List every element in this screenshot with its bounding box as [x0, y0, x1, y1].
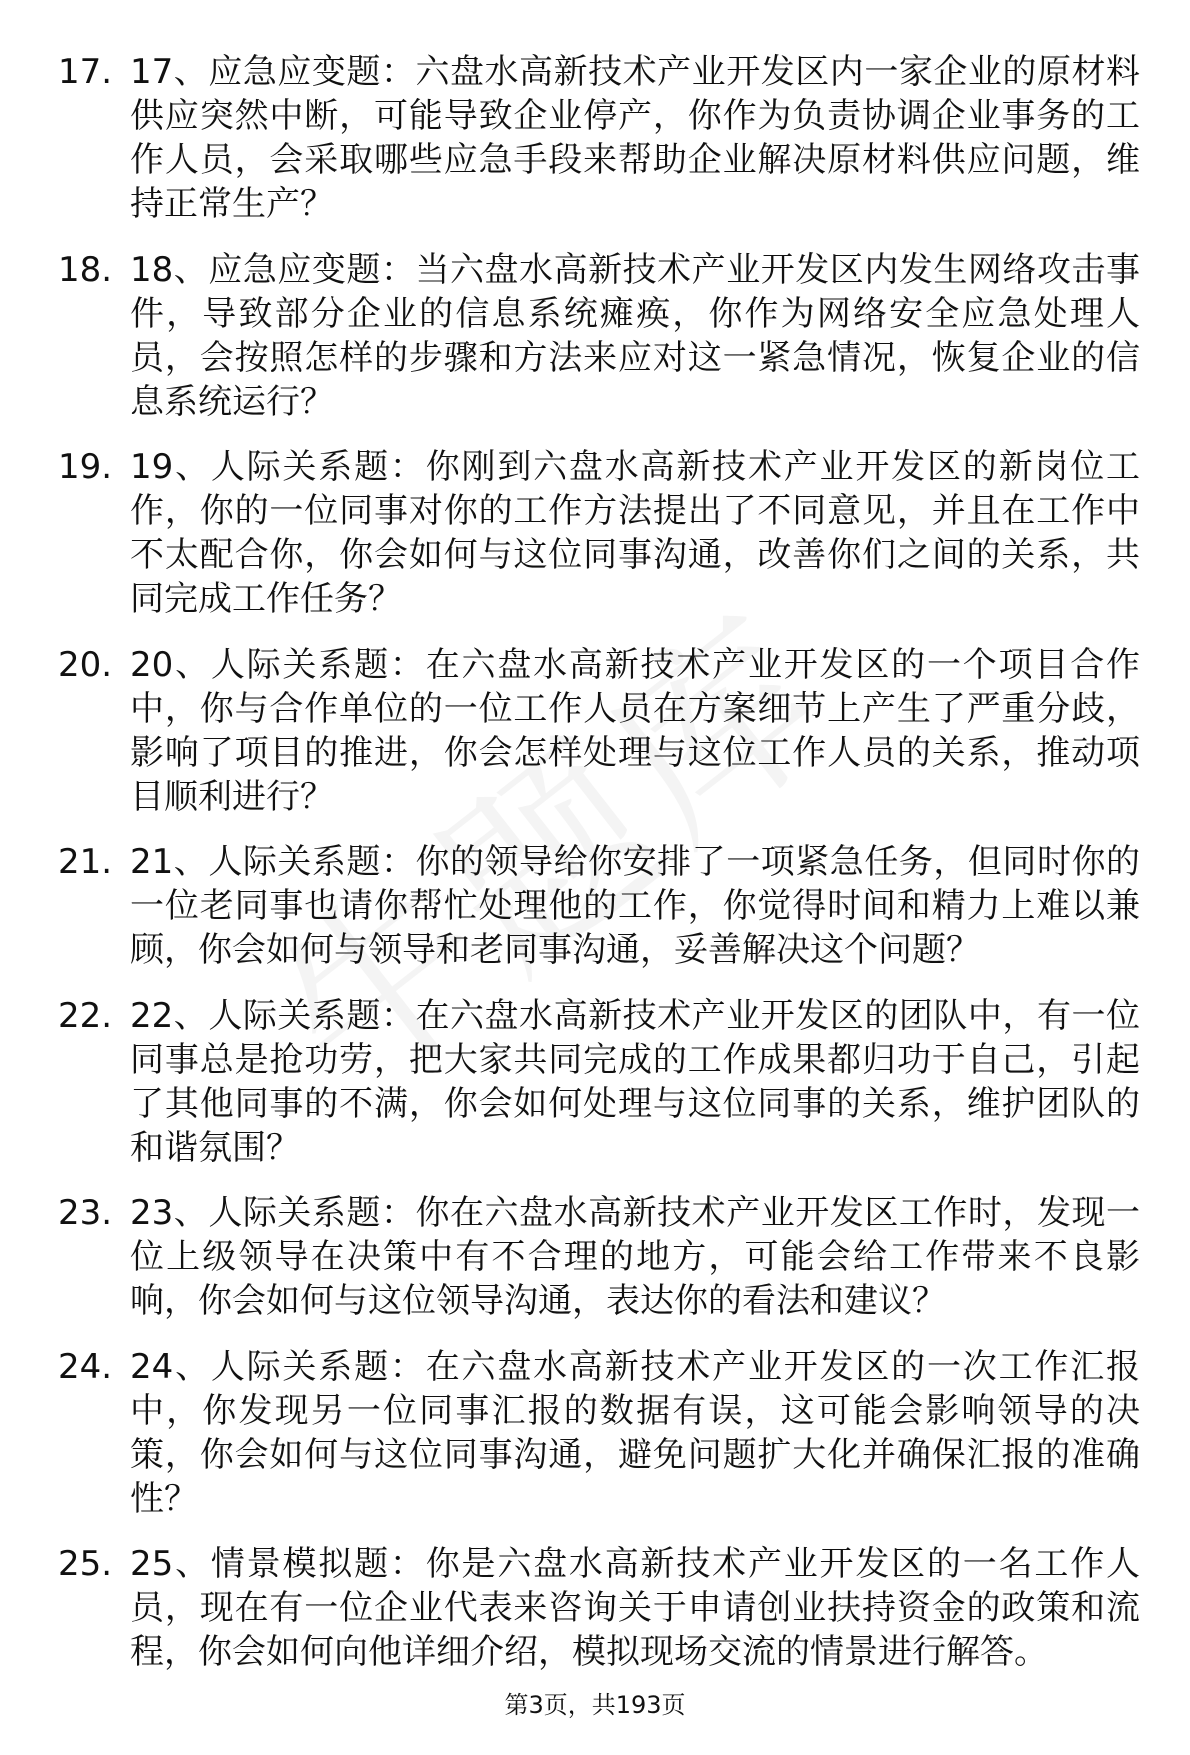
question-number: 24. — [58, 1346, 113, 1387]
question-text: 18、应急应变题：当六盘水高新技术产业开发区内发生网络攻击事件，导致部分企业的信息系统瘫痪，你作为网络安全应急处理人员，会按照怎样的步骤和方法来应对这一紧急情况，恢复企业的信息系统运行？ — [130, 249, 1140, 422]
list-item — [58, 445, 1158, 621]
question-text: 20、人际关系题：在六盘水高新技术产业开发区的一个项目合作中，你与合作单位的一位工作人员在方案细节上产生了严重分歧，影响了项目的推进，你会怎样处理与这位工作人员的关系，推动项目顺利进行？ — [130, 644, 1140, 817]
question-number: 22. — [58, 995, 113, 1036]
list-item — [58, 840, 1158, 972]
question-number: 21. — [58, 842, 113, 882]
question-list — [58, 50, 1158, 1696]
page-footer: 第3页，共193页 — [504, 1691, 686, 1719]
list-item — [58, 248, 1158, 424]
list-item — [58, 1542, 1158, 1674]
list-item — [58, 994, 1158, 1170]
question-text: 25、情景模拟题：你是六盘水高新技术产业开发区的一名工作人员，现在有一位企业代表来咨询关于申请创业扶持资金的政策和流程，你会如何向他详细介绍，模拟现场交流的情景进行解答。 — [130, 1544, 1140, 1672]
list-item — [58, 643, 1158, 819]
list-item — [58, 1345, 1158, 1521]
question-text: 24、人际关系题：在六盘水高新技术产业开发区的一次工作汇报中，你发现另一位同事汇报的数据有误，这可能会影响领导的决策，你会如何与这位同事沟通，避免问题扩大化并确保汇报的准确性？ — [130, 1346, 1140, 1519]
question-number: 23. — [58, 1193, 113, 1233]
question-number: 18. — [58, 249, 113, 290]
question-text: 19、人际关系题：你刚到六盘水高新技术产业开发区的新岗位工作，你的一位同事对你的工作方法提出了不同意见，并且在工作中不太配合你，你会如何与这位同事沟通，改善你们之间的关系，共同完成工作任务？ — [130, 447, 1140, 619]
question-number: 25. — [58, 1544, 113, 1584]
question-text: 23、人际关系题：你在六盘水高新技术产业开发区工作时，发现一位上级领导在决策中有不合理的地方，可能会给工作带来不良影响，你会如何与这位领导沟通，表达你的看法和建议？ — [130, 1193, 1140, 1321]
question-text: 22、人际关系题：在六盘水高新技术产业开发区的团队中，有一位同事总是抢功劳，把大家共同完成的工作成果都归功于自己，引起了其他同事的不满，你会如何处理与这位同事的关系，维护团队的和谐氛围？ — [130, 995, 1140, 1168]
question-text: 17、应急应变题：六盘水高新技术产业开发区内一家企业的原材料供应突然中断，可能导致企业停产，你作为负责协调企业事务的工作人员，会采取哪些应急手段来帮助企业解决原材料供应问题，维持正常生产？ — [130, 52, 1140, 224]
list-item — [58, 50, 1158, 226]
question-number: 19. — [58, 447, 113, 487]
question-number: 20. — [58, 644, 113, 685]
question-text: 21、人际关系题：你的领导给你安排了一项紧急任务，但同时你的一位老同事也请你帮忙处理他的工作，你觉得时间和精力上难以兼顾，你会如何与领导和老同事沟通，妥善解决这个问题？ — [130, 842, 1140, 970]
list-item — [58, 1191, 1158, 1323]
question-number: 17. — [58, 52, 113, 92]
